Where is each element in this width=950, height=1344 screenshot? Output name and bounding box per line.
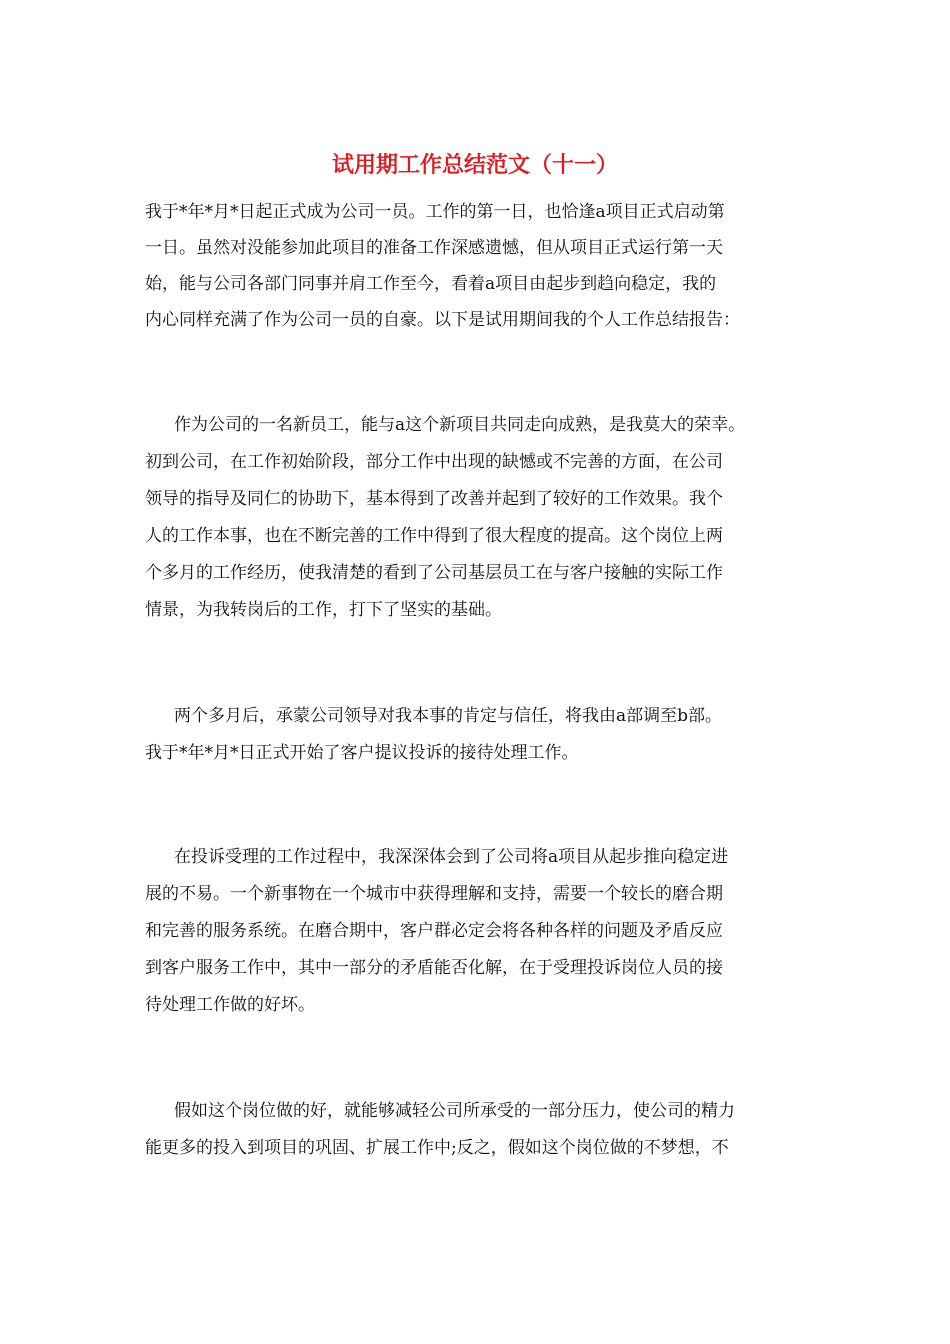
paragraph-2-line-2: 初到公司，在工作初始阶段，部分工作中出现的缺憾或不完善的方面，在公司 bbox=[145, 452, 723, 472]
paragraph-1-line-1: 我于*年*月*日起正式成为公司一员。工作的第一日，也恰逢a项目正式启动第 bbox=[145, 202, 725, 222]
paragraph-2-line-1: 作为公司的一名新员工，能与a这个新项目共同走向成熟，是我莫大的荣幸。 bbox=[174, 415, 746, 435]
paragraph-3-line-2: 我于*年*月*日正式开始了客户提议投诉的接待处理工作。 bbox=[145, 743, 579, 763]
paragraph-5-line-1: 假如这个岗位做的好，就能够减轻公司所承受的一部分压力，使公司的精力 bbox=[174, 1101, 735, 1121]
paragraph-4-line-3: 和完善的服务系统。在磨合期中，客户群必定会将各种各样的问题及矛盾反应 bbox=[145, 921, 723, 941]
paragraph-4-line-2: 展的不易。一个新事物在一个城市中获得理解和支持，需要一个较长的磨合期 bbox=[145, 884, 723, 904]
paragraph-4-line-4: 到客户服务工作中，其中一部分的矛盾能否化解，在于受理投诉岗位人员的接 bbox=[145, 958, 723, 978]
paragraph-1-line-2: 一日。虽然对没能参加此项目的准备工作深感遗憾，但从项目正式运行第一天 bbox=[145, 238, 723, 258]
paragraph-2-line-4: 人的工作本事，也在不断完善的工作中得到了很大程度的提高。这个岗位上两 bbox=[145, 526, 723, 546]
paragraph-4-line-1: 在投诉受理的工作过程中，我深深体会到了公司将a项目从起步推向稳定进 bbox=[174, 847, 729, 867]
paragraph-1-line-3: 始，能与公司各部门同事并肩工作至今，看着a项目由起步到趋向稳定，我的 bbox=[145, 274, 717, 294]
paragraph-4-line-5: 待处理工作做的好坏。 bbox=[145, 995, 315, 1015]
paragraph-2-line-6: 情景，为我转岗后的工作，打下了坚实的基础。 bbox=[145, 600, 502, 620]
paragraph-1-line-4: 内心同样充满了作为公司一员的自豪。以下是试用期间我的个人工作总结报告： bbox=[145, 310, 740, 330]
paragraph-2-line-3: 领导的指导及同仁的协助下，基本得到了改善并起到了较好的工作效果。我个 bbox=[145, 489, 723, 509]
document-title: 试用期工作总结范文（十一） bbox=[331, 152, 618, 178]
paragraph-3-line-1: 两个多月后，承蒙公司领导对我本事的肯定与信任，将我由a部调至b部。 bbox=[174, 706, 723, 726]
paragraph-5-line-2: 能更多的投入到项目的巩固、扩展工作中;反之，假如这个岗位做的不梦想，不 bbox=[145, 1138, 729, 1158]
paragraph-2-line-5: 个多月的工作经历，使我清楚的看到了公司基层员工在与客户接触的实际工作 bbox=[145, 563, 723, 583]
